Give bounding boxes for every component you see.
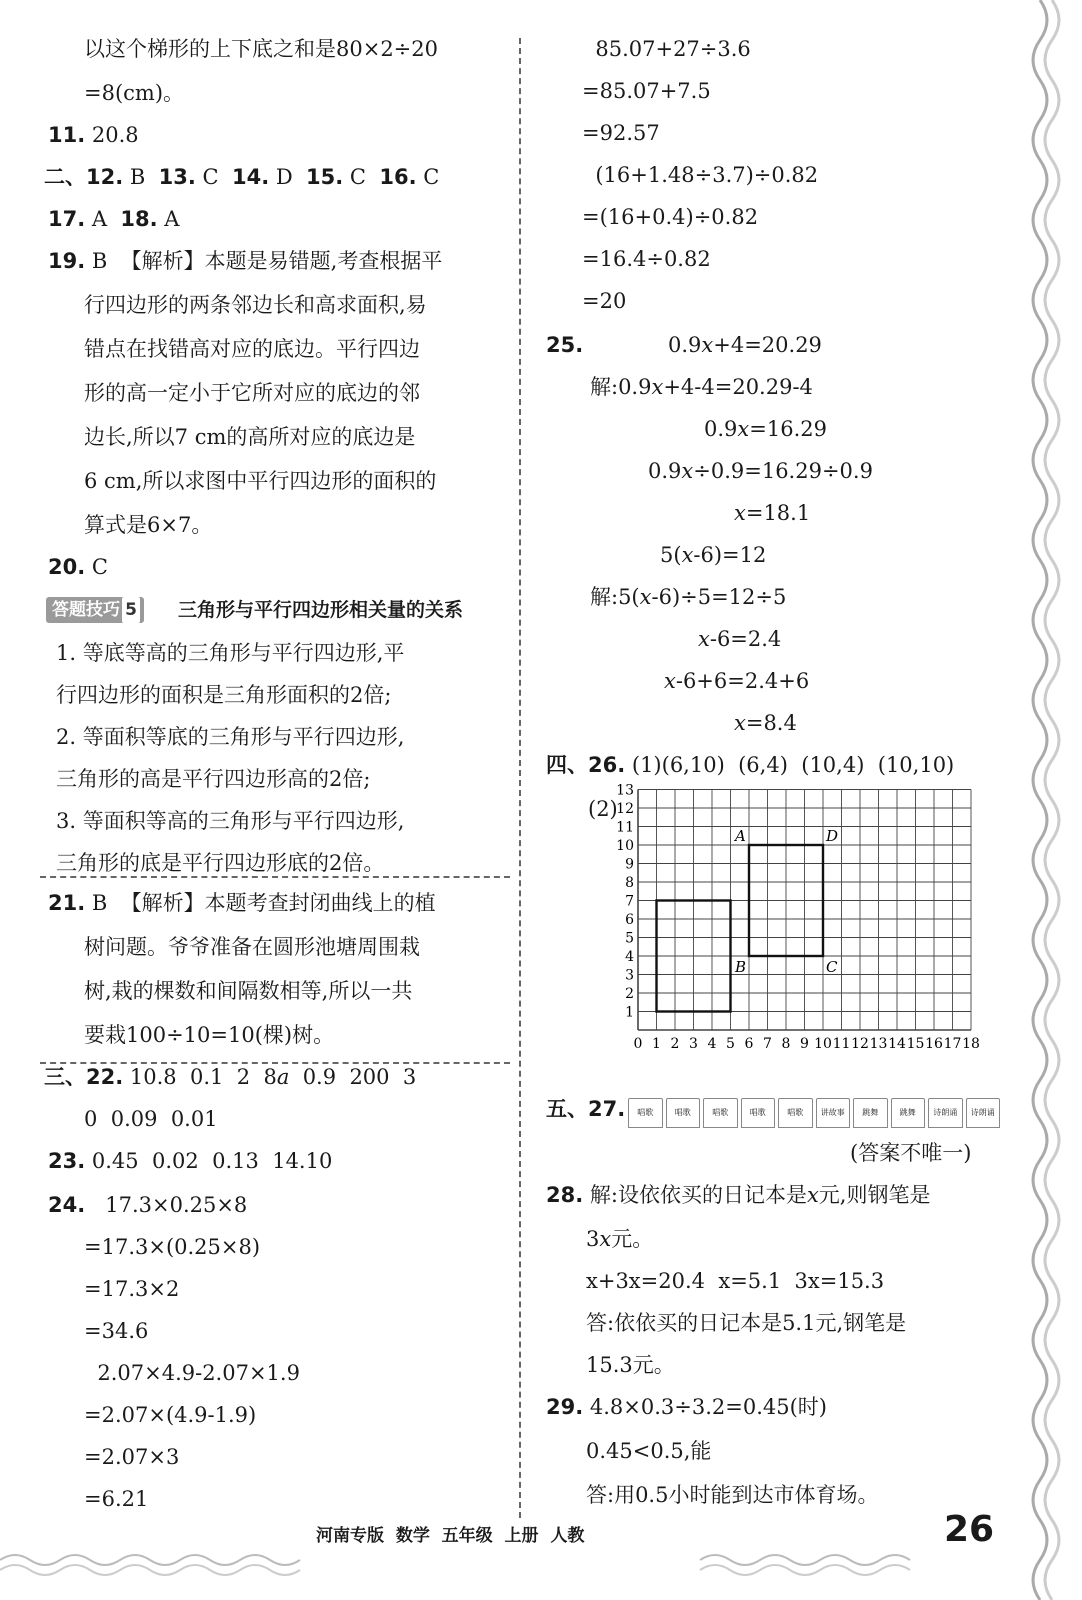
eq-part: =8.4 [745, 711, 797, 735]
answer-text: 20.8 [85, 123, 139, 147]
variable: x [639, 585, 652, 609]
eq-part: 0.9 [648, 459, 682, 483]
x-tick-label: 0 [633, 1036, 643, 1052]
calc-line: =2.07×(4.9-1.9) [84, 1403, 257, 1427]
answer-text: A [157, 207, 180, 231]
calc-line: 2.07×4.9-2.07×1.9 [84, 1361, 300, 1385]
footer-text: 河南专版 数学 五年级 上册 人教 [316, 1526, 585, 1546]
point-label-a: A [735, 827, 746, 845]
eq-part: -6=2.4 [709, 627, 782, 651]
calc-line: =20 [582, 289, 627, 313]
grid-lines [638, 790, 971, 1031]
question-number: 13. [158, 165, 196, 189]
question-number: 16. [379, 165, 417, 189]
answer-text: C [85, 555, 108, 579]
eq-part: -6)÷5=12÷5 [651, 585, 787, 609]
question-number: 11. [48, 123, 86, 147]
x-tick-label: 16 [925, 1036, 943, 1052]
question-number: 17. [48, 207, 86, 231]
calc-line: =17.3×(0.25×8) [84, 1235, 261, 1259]
equation-line [698, 624, 781, 654]
question-number: 21. [48, 891, 86, 915]
calc-line: 85.07+27÷3.6 [582, 37, 751, 61]
answer-text: 元。 [611, 1227, 654, 1251]
point-label-c: C [826, 958, 838, 976]
question-number: 24. [48, 1193, 86, 1217]
y-tick-label: 8 [625, 875, 634, 891]
tip-title: 三角形与平行四边形相关量的关系 [178, 599, 464, 621]
y-axis-labels [616, 783, 634, 1021]
tip-line: 3. 等面积等高的三角形与平行四边形, [56, 809, 405, 833]
eq-part: 0.9 [704, 417, 738, 441]
variable: x [698, 627, 710, 651]
question-number: 29. [546, 1395, 584, 1419]
equation-line [704, 414, 827, 444]
text-line: 行四边形的两条邻边长和高求面积,易 [84, 293, 427, 317]
variable: x [651, 375, 664, 399]
eq-part: =16.29 [749, 417, 827, 441]
text-line: 错点在找错高对应的底边。平行四边 [84, 337, 420, 361]
answer-23 [48, 1146, 332, 1176]
calc-line: =92.57 [582, 121, 660, 145]
answer-19 [48, 246, 442, 276]
text-line: 答:依依买的日记本是5.1元,钢笔是 [586, 1311, 907, 1335]
question-number: 14. [231, 165, 270, 189]
x-tick-label: 13 [869, 1036, 888, 1052]
program-tag: 诗朗诵 [928, 1098, 963, 1128]
answer-12-16 [44, 162, 439, 192]
y-tick-label: 11 [616, 819, 634, 836]
text-line [586, 1224, 653, 1254]
answer-27 [546, 1094, 625, 1124]
x-tick-label: 10 [814, 1036, 832, 1052]
x-tick-label: 17 [943, 1036, 962, 1052]
answer-text: 0.9 200 3 [289, 1065, 417, 1089]
eq-part: 解:5( [590, 585, 640, 609]
y-tick-label: 4 [625, 949, 634, 965]
tip-line: 2. 等面积等底的三角形与平行四边形, [56, 725, 405, 749]
x-tick-label: 15 [906, 1036, 925, 1052]
answer-text: C [195, 165, 232, 189]
question-number: 23. [48, 1149, 86, 1173]
text-line: 0 0.09 0.01 [84, 1107, 218, 1131]
x-axis-labels [634, 1036, 980, 1052]
x-tick-label: 5 [726, 1036, 735, 1052]
calc-line: =16.4÷0.82 [582, 247, 711, 271]
equation-line [590, 372, 813, 402]
text-line: 0.45<0.5,能 [586, 1439, 712, 1463]
program-tag: 跳舞 [853, 1098, 888, 1128]
question-number: 12. [86, 165, 124, 189]
answer-26 [546, 750, 954, 780]
eq-part: +4=20.29 [713, 333, 822, 357]
equation-line [668, 330, 822, 360]
point-label-b: B [735, 958, 747, 976]
program-tag: 唱歌 [703, 1098, 738, 1128]
eq-part: 解:0.9 [590, 375, 652, 399]
variable: x [737, 417, 750, 441]
answer-text: B [123, 165, 159, 189]
equation-line [734, 498, 810, 528]
answer-text: 0.45 0.02 0.13 14.10 [85, 1149, 333, 1173]
answer-text: B 【解析】本题考查封闭曲线上的植 [85, 891, 436, 915]
answer-text: D [269, 165, 307, 189]
y-tick-label: 5 [625, 930, 634, 947]
question-number: 15. [306, 165, 344, 189]
calc-line: =6.21 [84, 1487, 149, 1511]
answer-29 [546, 1392, 827, 1422]
equation-line [590, 582, 786, 612]
eq-part: ÷0.9=16.29÷0.9 [693, 459, 873, 483]
question-number: 19. [48, 249, 86, 273]
program-tag: 唱歌 [628, 1098, 663, 1128]
answer-text: 17.3×0.25×8 [85, 1193, 248, 1217]
equation-line [664, 666, 809, 696]
text-line: 算式是6×7。 [84, 513, 213, 537]
eq-part: +4-4=20.29-4 [663, 375, 813, 399]
tip-line: 三角形的底是平行四边形底的2倍。 [56, 851, 385, 875]
column-divider [519, 38, 521, 1518]
decorative-wave-border [1030, 0, 1082, 1600]
text-line: =8(cm)。 [84, 81, 185, 105]
text-line: 树问题。爷爷准备在圆形池塘周围栽 [84, 935, 420, 959]
program-tag: 讲故事 [816, 1098, 851, 1128]
note: (答案不唯一) [850, 1141, 972, 1165]
text-line: 形的高一定小于它所对应的底边的邻 [84, 381, 420, 405]
program-tags [628, 1098, 1000, 1128]
y-tick-label: 10 [616, 838, 634, 854]
text-line: 边长,所以7 cm的高所对应的底边是 [84, 425, 416, 449]
x-tick-label: 12 [851, 1036, 869, 1052]
calc-line: =34.6 [84, 1319, 149, 1343]
variable: x [806, 1183, 819, 1207]
variable: a [276, 1065, 290, 1089]
variable: x [681, 543, 694, 567]
y-tick-label: 7 [625, 893, 634, 910]
answer-text: 4.8×0.3÷3.2=0.45(时) [583, 1395, 827, 1419]
answer-21 [48, 888, 436, 918]
answer-17-18 [48, 204, 179, 234]
variable: x [701, 333, 714, 357]
part-label: (2) [588, 797, 618, 821]
question-number: 26. [588, 753, 626, 777]
variable: x [734, 501, 746, 525]
answer-20 [48, 552, 108, 582]
answer-28 [546, 1180, 930, 1210]
question-number: 18. [120, 207, 158, 231]
program-tag: 唱歌 [778, 1098, 813, 1128]
answer-text: (1)(6,10) (6,4) (10,4) (10,10) [625, 753, 955, 777]
equation-line [648, 456, 873, 486]
y-tick-label: 2 [625, 986, 634, 1002]
y-tick-label: 6 [625, 912, 634, 928]
calc-line: (16+1.48÷3.7)÷0.82 [582, 163, 819, 187]
answer-text: 3 [586, 1227, 600, 1251]
tip-badge [46, 597, 144, 623]
text-line: 以这个梯形的上下底之和是80×2÷20 [84, 37, 438, 61]
answer-text: A [85, 207, 121, 231]
text-line: 15.3元。 [586, 1353, 675, 1377]
answer-11 [48, 120, 139, 150]
answer-24 [48, 1190, 247, 1220]
text-line: x+3x=20.4 x=5.1 3x=15.3 [586, 1269, 885, 1293]
x-tick-label: 7 [763, 1036, 772, 1052]
calc-line: =2.07×3 [84, 1445, 180, 1469]
answer-text: C [416, 165, 440, 189]
variable: x [734, 711, 746, 735]
x-tick-label: 9 [800, 1036, 809, 1052]
tip-line: 三角形的高是平行四边形高的2倍; [56, 767, 371, 791]
answer-text: 10.8 0.1 2 8 [123, 1065, 277, 1089]
section-number: 二、 [44, 165, 86, 189]
tip-line: 行四边形的面积是三角形面积的2倍; [56, 683, 392, 707]
question-number: 27. [588, 1097, 626, 1121]
x-tick-label: 2 [670, 1036, 680, 1052]
text-line: 6 cm,所以求图中平行四边形的面积的 [84, 469, 437, 493]
equation-line [660, 540, 766, 570]
answer-text: C [343, 165, 380, 189]
calc-line: =85.07+7.5 [582, 79, 711, 103]
program-tag: 唱歌 [741, 1098, 776, 1128]
eq-part: =18.1 [745, 501, 811, 525]
text-line: 要栽100÷10=10(棵)树。 [84, 1023, 335, 1047]
x-tick-label: 3 [689, 1036, 698, 1052]
eq-part: -6)=12 [693, 543, 767, 567]
question-number: 28. [546, 1183, 584, 1207]
y-tick-label: 13 [616, 782, 634, 799]
x-tick-label: 8 [781, 1036, 791, 1052]
variable: x [664, 669, 676, 693]
page-number: 26 [944, 1509, 995, 1550]
x-tick-label: 1 [652, 1036, 661, 1052]
y-tick-label: 9 [625, 856, 634, 873]
eq-part: 0.9 [668, 333, 702, 357]
text-line: 树,栽的棵数和间隔数相等,所以一共 [84, 979, 413, 1003]
eq-part: -6+6=2.4+6 [675, 669, 810, 693]
program-tag: 诗朗诵 [966, 1098, 1001, 1128]
equation-line [734, 708, 797, 738]
variable: x [681, 459, 694, 483]
eq-part: 5( [660, 543, 682, 567]
calc-line: =17.3×2 [84, 1277, 180, 1301]
tip-line: 1. 等底等高的三角形与平行四边形,平 [56, 641, 405, 665]
coordinate-grid [582, 782, 1002, 1080]
answer-text: B 【解析】本题是易错题,考查根据平 [85, 249, 443, 273]
section-number: 五、 [546, 1097, 588, 1121]
rectangles [657, 845, 824, 1012]
section-number: 四、 [546, 753, 588, 777]
section-number: 三、 [44, 1065, 86, 1089]
question-number: 25. [546, 333, 584, 357]
question-number: 20. [48, 555, 86, 579]
program-tag: 唱歌 [666, 1098, 701, 1128]
y-tick-label: 1 [625, 1004, 634, 1021]
tip-number: 5 [122, 597, 140, 623]
answer-text: 解:设依依买的日记本是 [583, 1183, 807, 1207]
tip-label: 答题技巧 [52, 600, 120, 620]
x-tick-label: 4 [707, 1036, 717, 1052]
point-label-d: D [826, 827, 839, 845]
x-tick-label: 18 [962, 1036, 980, 1052]
answer-text: 元,则钢笔是 [818, 1183, 931, 1207]
question-number: 22. [86, 1065, 124, 1089]
text-line: 答:用0.5小时能到达市体育场。 [586, 1483, 879, 1507]
y-tick-label: 12 [616, 801, 634, 817]
calc-line: =(16+0.4)÷0.82 [582, 205, 759, 229]
x-tick-label: 6 [744, 1036, 754, 1052]
program-tag: 跳舞 [891, 1098, 926, 1128]
x-tick-label: 14 [888, 1036, 906, 1052]
variable: x [599, 1227, 612, 1251]
answer-22 [44, 1062, 416, 1092]
y-tick-label: 3 [625, 967, 634, 984]
x-tick-label: 11 [832, 1036, 851, 1052]
